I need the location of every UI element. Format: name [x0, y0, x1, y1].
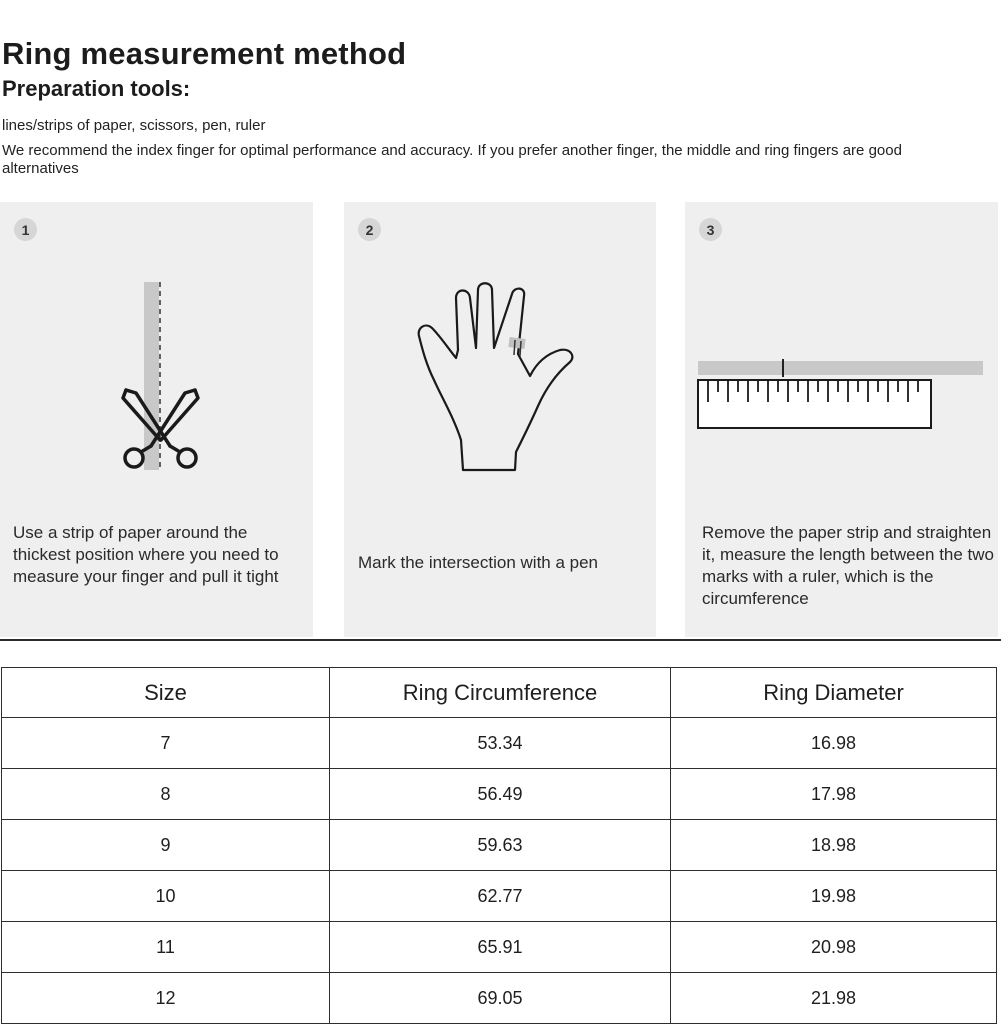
step-caption: Remove the paper strip and straighten it, measure the length between the two marks with a ruler, which is the circumference — [702, 523, 995, 608]
size-cell: 8 — [2, 769, 330, 820]
diameter-cell: 16.98 — [671, 718, 997, 769]
diameter-cell: 18.98 — [671, 820, 997, 871]
circumference-cell: 65.91 — [330, 922, 671, 973]
diameter-cell: 20.98 — [671, 922, 997, 973]
table-row — [2, 973, 997, 1024]
table-row — [2, 871, 997, 922]
table-row — [2, 769, 997, 820]
diameter-cell: 19.98 — [671, 871, 997, 922]
diameter-cell: 21.98 — [671, 973, 997, 1024]
circumference-cell: 53.34 — [330, 718, 671, 769]
size-cell: 12 — [2, 973, 330, 1024]
step-number-badge: 3 — [699, 218, 722, 241]
column-header-size: Size — [2, 668, 330, 718]
size-cell: 10 — [2, 871, 330, 922]
tools-list: lines/strips of paper, scissors, pen, ruler — [2, 117, 266, 134]
step-caption: Use a strip of paper around the thickest position where you need to measure your finger and pull it tight — [13, 523, 279, 586]
column-header-circumference: Ring Circumference — [330, 668, 671, 718]
step-caption: Mark the intersection with a pen — [358, 553, 599, 572]
diameter-cell: 17.98 — [671, 769, 997, 820]
step-panel-1 — [0, 202, 313, 637]
step-panel-2 — [344, 202, 656, 637]
step-number-badge: 1 — [14, 218, 37, 241]
column-header-diameter: Ring Diameter — [671, 668, 997, 718]
step-panel-3 — [685, 202, 998, 637]
step-number-badge: 2 — [358, 218, 381, 241]
ring-size-table — [1, 667, 997, 1024]
table-header-row — [2, 668, 997, 718]
ruler-icon — [685, 202, 998, 502]
table-row — [2, 922, 997, 973]
circumference-cell: 56.49 — [330, 769, 671, 820]
table-row — [2, 718, 997, 769]
size-cell: 11 — [2, 922, 330, 973]
circumference-cell: 62.77 — [330, 871, 671, 922]
preparation-subtitle: Preparation tools: — [2, 76, 191, 101]
size-cell: 7 — [2, 718, 330, 769]
circumference-cell: 59.63 — [330, 820, 671, 871]
scissors-paper-icon — [0, 202, 313, 502]
finger-recommendation: We recommend the index finger for optimal performance and accuracy. If you prefer another finger, the middle and ring fingers are good alternatives — [2, 142, 902, 177]
page-title: Ring measurement method — [2, 36, 407, 71]
section-divider — [0, 639, 1001, 641]
circumference-cell: 69.05 — [330, 973, 671, 1024]
table-row — [2, 820, 997, 871]
hand-icon — [344, 202, 656, 502]
size-cell: 9 — [2, 820, 330, 871]
